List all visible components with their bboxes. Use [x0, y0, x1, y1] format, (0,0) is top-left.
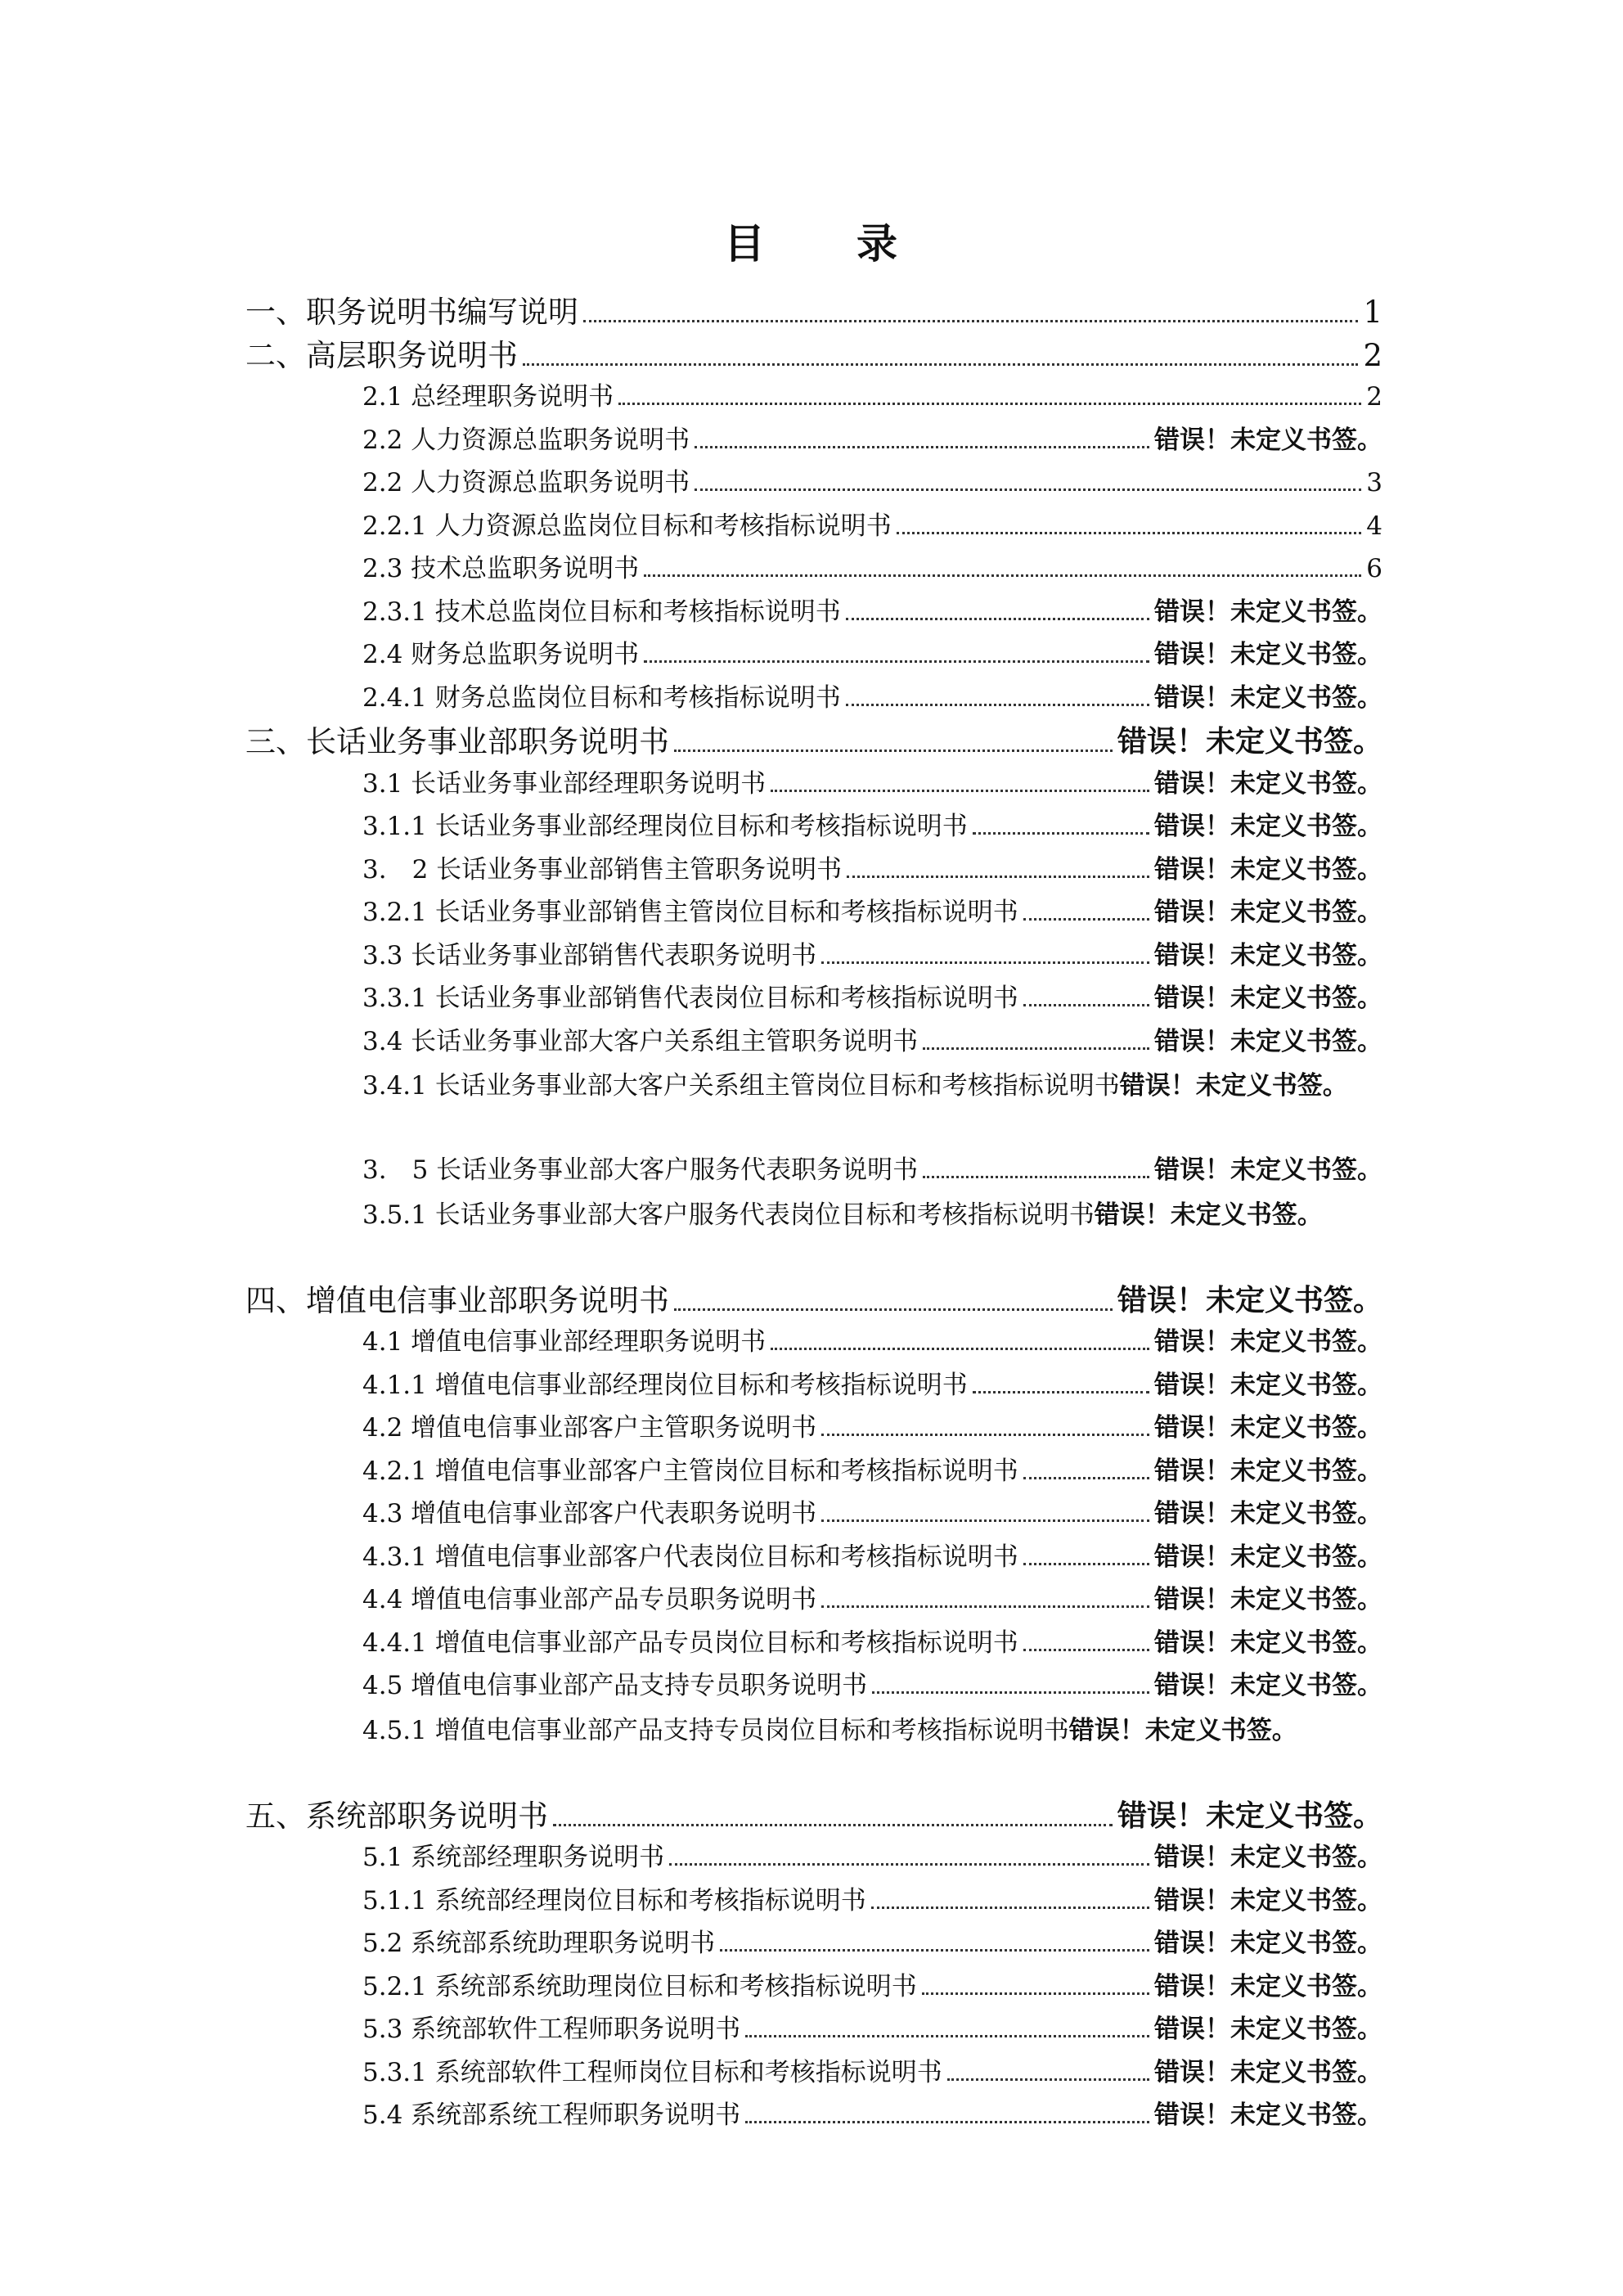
toc-page-ref: 错误！未定义书签。 — [1094, 1200, 1323, 1230]
toc-entry[interactable] — [362, 1366, 1382, 1405]
toc-page-ref: 2 — [1366, 382, 1382, 412]
toc-page-ref: 错误！未定义书签。 — [1154, 1499, 1382, 1528]
toc-title-char-1: 目 — [724, 220, 767, 268]
toc-entry[interactable] — [245, 721, 1382, 763]
toc-page-ref: 错误！未定义书签。 — [1154, 1971, 1382, 2001]
toc-entry[interactable] — [362, 1838, 1382, 1877]
toc-entry-label: 一、职务说明书编写说明 — [245, 295, 578, 330]
toc-page-ref: 错误！未定义书签。 — [1154, 1627, 1382, 1658]
toc-entry[interactable] — [362, 549, 1382, 588]
toc-leader-dots — [973, 1391, 1149, 1393]
toc-leader-dots — [821, 1605, 1149, 1608]
toc-leader-dots — [674, 1308, 1113, 1311]
toc-entry[interactable] — [245, 335, 1382, 377]
toc-page-ref: 错误！未定义书签。 — [1117, 725, 1382, 759]
toc-leader-dots — [973, 832, 1149, 835]
toc-leader-dots — [583, 320, 1358, 322]
toc-entry[interactable] — [362, 421, 1382, 460]
toc-entry[interactable] — [362, 1881, 1382, 1920]
toc-entry-label: 4.5 增值电信事业部产品支持专员职务说明书 — [362, 1671, 868, 1700]
toc-leader-dots — [720, 1949, 1149, 1952]
toc-entry[interactable] — [362, 463, 1382, 502]
toc-page-ref: 错误！未定义书签。 — [1154, 1155, 1382, 1185]
toc-leader-dots — [922, 1992, 1149, 1995]
toc-entry-label: 3.2.1 长话业务事业部销售主管岗位目标和考核指标说明书 — [362, 898, 1018, 927]
toc-leader-dots — [644, 574, 1361, 577]
toc-leader-dots — [897, 532, 1362, 534]
toc-entry[interactable] — [362, 1666, 1382, 1705]
toc-leader-dots — [846, 704, 1149, 706]
toc-entry-label: 4.4.1 增值电信事业部产品专员岗位目标和考核指标说明书 — [362, 1627, 1018, 1658]
toc-leader-dots — [1023, 1004, 1149, 1006]
toc-entry-label: 3. 5 长话业务事业部大客户服务代表职务说明书 — [362, 1155, 919, 1185]
toc-entry[interactable] — [362, 2096, 1382, 2135]
toc-entry-label: 3.5.1 长话业务事业部大客户服务代表岗位目标和考核指标说明书 — [362, 1200, 1095, 1230]
toc-entry[interactable] — [362, 506, 1382, 546]
toc-leader-dots — [872, 1691, 1149, 1694]
toc-leader-dots — [947, 2078, 1149, 2081]
toc-page-ref: 错误！未定义书签。 — [1154, 1671, 1382, 1700]
toc-entry-label: 2.3.1 技术总监岗位目标和考核指标说明书 — [362, 597, 841, 627]
toc-entry[interactable] — [362, 592, 1382, 632]
toc-leader-dots — [923, 1047, 1149, 1050]
toc-leader-dots — [1023, 1649, 1149, 1651]
toc-page-ref: 错误！未定义书签。 — [1154, 1026, 1382, 1056]
toc-page-ref: 错误！未定义书签。 — [1154, 1929, 1382, 1958]
toc-entry-label: 3.1 长话业务事业部经理职务说明书 — [362, 768, 767, 799]
toc-entry-label: 五、系统部职务说明书 — [245, 1798, 548, 1834]
toc-entry-label: 3.1.1 长话业务事业部经理岗位目标和考核指标说明书 — [362, 812, 968, 841]
toc-page-ref: 3 — [1366, 468, 1382, 497]
toc-entry[interactable] — [362, 1408, 1382, 1447]
toc-entry-label: 4.2.1 增值电信事业部客户主管岗位目标和考核指标说明书 — [362, 1456, 1018, 1486]
toc-entry-label: 4.3 增值电信事业部客户代表职务说明书 — [362, 1499, 817, 1528]
toc-page-ref: 错误！未定义书签。 — [1154, 2100, 1382, 2130]
toc-entry[interactable] — [362, 979, 1382, 1018]
toc-entry[interactable] — [362, 936, 1382, 975]
toc-leader-dots — [1023, 1563, 1149, 1565]
toc-entry[interactable] — [362, 1322, 1382, 1362]
toc-entry-label: 三、长话业务事业部职务说明书 — [245, 724, 669, 759]
toc-page-ref: 错误！未定义书签。 — [1154, 640, 1382, 669]
toc-entry-label: 2.2 人力资源总监职务说明书 — [362, 425, 690, 455]
toc-page-ref: 错误！未定义书签。 — [1154, 2015, 1382, 2044]
toc-entry-label: 5.1.1 系统部经理岗位目标和考核指标说明书 — [362, 1885, 866, 1916]
toc-entry-label: 3.4.1 长话业务事业部大客户关系组主管岗位目标和考核指标说明书 — [362, 1071, 1120, 1101]
toc-entry-label: 二、高层职务说明书 — [245, 337, 518, 373]
toc-entry[interactable] — [362, 807, 1382, 846]
toc-entry[interactable] — [362, 1452, 1382, 1491]
toc-entry-label: 5.2 系统部系统助理职务说明书 — [362, 1929, 716, 1958]
toc-page-ref: 1 — [1363, 295, 1382, 330]
toc-entry-label: 4.5.1 增值电信事业部产品支持专员岗位目标和考核指标说明书 — [362, 1715, 1069, 1745]
toc-entry[interactable] — [362, 2053, 1382, 2092]
toc-leader-dots — [771, 790, 1149, 792]
toc-entry-label: 3. 2 长话业务事业部销售主管职务说明书 — [362, 854, 843, 885]
toc-page-ref: 4 — [1366, 511, 1382, 541]
toc-entry-label: 4.1 增值电信事业部经理职务说明书 — [362, 1327, 767, 1357]
toc-entry[interactable] — [362, 1967, 1382, 2006]
toc-leader-dots — [618, 403, 1361, 405]
toc-entry-label: 2.1 总经理职务说明书 — [362, 382, 614, 412]
toc-entry[interactable] — [362, 1623, 1382, 1663]
toc-page-ref: 错误！未定义书签。 — [1154, 768, 1382, 799]
toc-entry[interactable] — [362, 1924, 1382, 1963]
toc-leader-dots — [821, 1519, 1149, 1522]
toc-leader-dots — [871, 1907, 1149, 1909]
toc-leader-dots — [669, 1863, 1149, 1866]
toc-leader-dots — [821, 961, 1149, 964]
toc-entry[interactable] — [362, 850, 1382, 889]
toc-entry[interactable] — [362, 1494, 1382, 1533]
toc-entry-label: 3.3.1 长话业务事业部销售代表岗位目标和考核指标说明书 — [362, 984, 1018, 1013]
toc-page-ref: 错误！未定义书签。 — [1154, 597, 1382, 627]
toc-entry[interactable] — [362, 377, 1382, 416]
toc-entry[interactable] — [362, 1580, 1382, 1619]
toc-leader-dots — [553, 1824, 1113, 1826]
toc-leader-dots — [923, 1176, 1149, 1178]
toc-entry-label: 4.2 增值电信事业部客户主管职务说明书 — [362, 1413, 817, 1443]
toc-page-ref: 错误！未定义书签。 — [1154, 1456, 1382, 1486]
toc-page-ref: 错误！未定义书签。 — [1154, 1327, 1382, 1357]
toc-leader-dots — [745, 2121, 1149, 2123]
toc-leader-dots — [523, 363, 1358, 366]
toc-entry[interactable] — [362, 678, 1382, 718]
toc-entry-label: 5.3 系统部软件工程师职务说明书 — [362, 2015, 741, 2044]
toc-page-ref: 错误！未定义书签。 — [1117, 1283, 1382, 1317]
toc-page-ref: 错误！未定义书签。 — [1154, 1585, 1382, 1614]
toc-page-ref: 错误！未定义书签。 — [1154, 1542, 1382, 1572]
toc-entry-label: 4.4 增值电信事业部产品专员职务说明书 — [362, 1585, 817, 1614]
toc-entry[interactable] — [362, 1537, 1382, 1577]
toc-title-char-2: 录 — [856, 220, 899, 268]
toc-entry[interactable] — [245, 1795, 1382, 1838]
toc-entry[interactable] — [362, 635, 1382, 674]
toc-entry-label: 四、增值电信事业部职务说明书 — [245, 1282, 669, 1318]
toc-entry-label: 2.4.1 财务总监岗位目标和考核指标说明书 — [362, 682, 841, 713]
toc-leader-dots — [695, 488, 1361, 491]
toc-page-ref: 错误！未定义书签。 — [1154, 682, 1382, 713]
toc-page-ref: 2 — [1363, 337, 1382, 373]
toc-page-ref: 6 — [1366, 554, 1382, 583]
toc-entry-label: 2.2 人力资源总监职务说明书 — [362, 468, 690, 497]
toc-entry-label: 3.4 长话业务事业部大客户关系组主管职务说明书 — [362, 1026, 919, 1056]
toc-entry[interactable] — [362, 1194, 1397, 1236]
toc-leader-dots — [695, 446, 1149, 448]
toc-entry-label: 3.3 长话业务事业部销售代表职务说明书 — [362, 940, 817, 970]
toc-leader-dots — [1023, 918, 1149, 921]
toc-entry[interactable] — [245, 291, 1382, 334]
toc-page-ref: 错误！未定义书签。 — [1068, 1715, 1297, 1745]
toc-entry-label: 2.2.1 人力资源总监岗位目标和考核指标说明书 — [362, 511, 892, 541]
toc-leader-dots — [847, 876, 1149, 878]
toc-leader-dots — [771, 1348, 1149, 1350]
toc-page-ref: 错误！未定义书签。 — [1154, 812, 1382, 841]
toc-entry[interactable] — [362, 1709, 1397, 1752]
toc-page-ref: 错误！未定义书签。 — [1117, 1799, 1382, 1833]
toc-entry-label: 5.2.1 系统部系统助理岗位目标和考核指标说明书 — [362, 1971, 917, 2001]
toc-leader-dots — [1023, 1477, 1149, 1479]
toc-leader-dots — [745, 2035, 1149, 2037]
toc-leader-dots — [821, 1434, 1149, 1436]
toc-entry[interactable] — [362, 1065, 1397, 1107]
toc-page-ref: 错误！未定义书签。 — [1154, 1885, 1382, 1916]
toc-leader-dots — [644, 660, 1149, 663]
toc-page-ref: 错误！未定义书签。 — [1154, 940, 1382, 970]
toc-entry[interactable] — [362, 1150, 1382, 1190]
toc-entry-label: 5.3.1 系统部软件工程师岗位目标和考核指标说明书 — [362, 2057, 942, 2087]
toc-leader-dots — [674, 750, 1113, 752]
toc-page-ref: 错误！未定义书签。 — [1154, 1370, 1382, 1400]
toc-entry[interactable] — [362, 1022, 1382, 1061]
toc-page-ref: 错误！未定义书签。 — [1154, 1413, 1382, 1443]
toc-entry[interactable] — [362, 893, 1382, 932]
toc-entry[interactable] — [362, 764, 1382, 804]
toc-entry-label: 2.3 技术总监职务说明书 — [362, 554, 640, 583]
toc-entry-label: 2.4 财务总监职务说明书 — [362, 640, 640, 669]
toc-leader-dots — [846, 618, 1149, 620]
toc-entry-label: 5.4 系统部系统工程师职务说明书 — [362, 2100, 741, 2130]
toc-entry[interactable] — [362, 2010, 1382, 2049]
toc-entry-label: 4.1.1 增值电信事业部经理岗位目标和考核指标说明书 — [362, 1370, 968, 1400]
toc-page-ref: 错误！未定义书签。 — [1154, 425, 1382, 455]
toc-page-ref: 错误！未定义书签。 — [1119, 1071, 1348, 1101]
toc-page-ref: 错误！未定义书签。 — [1154, 898, 1382, 927]
toc-page-ref: 错误！未定义书签。 — [1154, 2057, 1382, 2087]
toc-page-ref: 错误！未定义书签。 — [1154, 1843, 1382, 1872]
toc-entry-label: 5.1 系统部经理职务说明书 — [362, 1843, 665, 1872]
toc-entry[interactable] — [245, 1280, 1382, 1322]
toc-entry-label: 4.3.1 增值电信事业部客户代表岗位目标和考核指标说明书 — [362, 1542, 1018, 1572]
toc-page-ref: 错误！未定义书签。 — [1154, 984, 1382, 1013]
toc-page-ref: 错误！未定义书签。 — [1154, 854, 1382, 885]
